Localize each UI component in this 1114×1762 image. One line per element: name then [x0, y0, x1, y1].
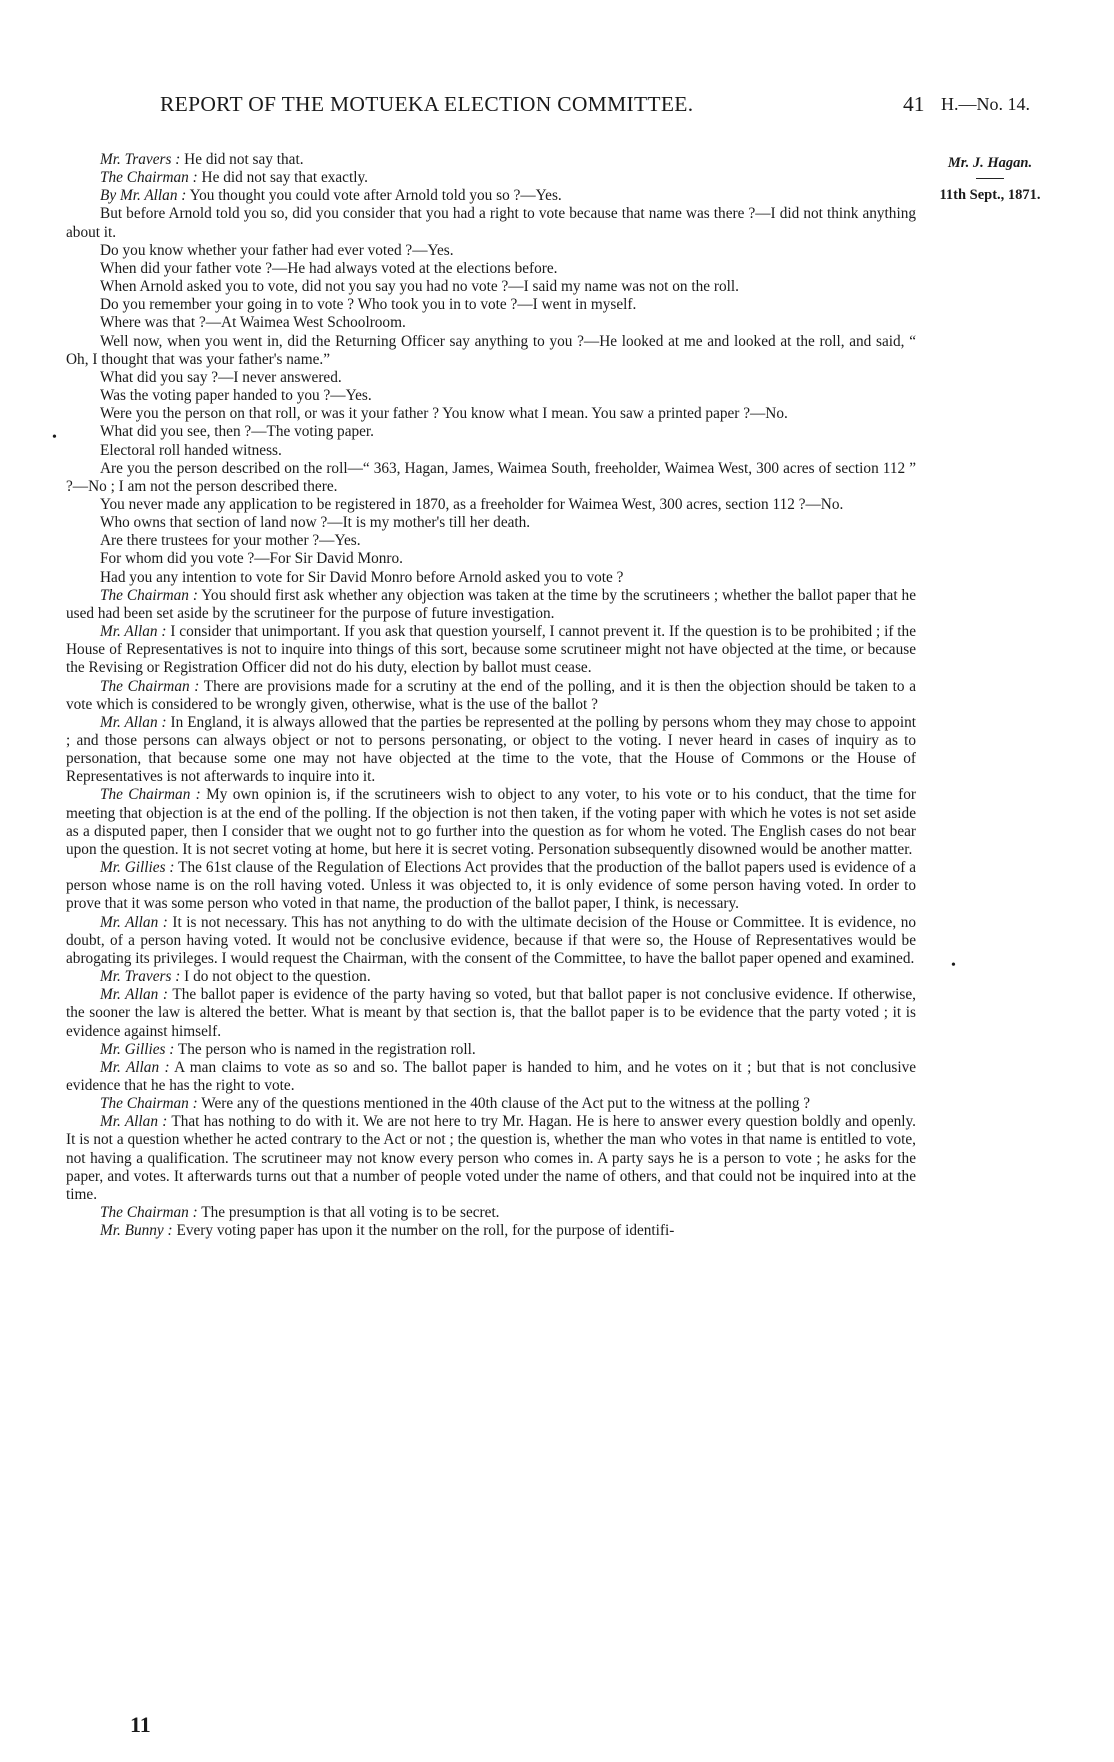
paragraph — [66, 369, 916, 387]
speaker-label: The Chairman : — [100, 786, 201, 804]
paragraph — [66, 296, 916, 314]
paragraph-text: Who owns that section of land now ?—It is my mother's till her death. — [100, 514, 531, 532]
signature-mark: 11 — [130, 1712, 151, 1737]
paragraph — [66, 460, 916, 496]
paragraph-text: Were any of the questions mentioned in the 40th clause of the Act put to the witness at the polling ? — [197, 1095, 811, 1113]
paragraph-text: A man claims to vote as so and so. The ballot paper is handed to him, and he votes on it ; but that is not conclusive evidence that he has the right to vote. — [66, 1058, 917, 1094]
paragraph-text: Are there trustees for your mother ?—Yes. — [100, 532, 361, 550]
paragraph-text: Had you any intention to vote for Sir David Monro before Arnold asked you to vote ? — [100, 568, 624, 586]
speaker-label: Mr. Travers : — [100, 968, 181, 986]
paragraph — [66, 968, 916, 986]
paragraph-text: Do you know whether your father had ever voted ?—Yes. — [100, 241, 454, 259]
paragraph — [66, 678, 916, 714]
paragraph — [66, 187, 916, 205]
paragraph — [66, 514, 916, 532]
paragraph-text: The person who is named in the registration roll. — [174, 1040, 476, 1058]
running-title: REPORT OF THE MOTUEKA ELECTION COMMITTEE. — [160, 92, 694, 116]
paragraph — [66, 169, 916, 187]
paragraph — [66, 278, 916, 296]
paragraph — [66, 587, 916, 623]
paragraph-text: When Arnold asked you to vote, did not you say you had no vote ?—I said my name was not on the roll. — [100, 278, 739, 296]
paragraph — [66, 387, 916, 405]
paragraph — [66, 1059, 916, 1095]
paper-reference: H.—No. 14. — [941, 94, 1030, 114]
paragraph — [66, 442, 916, 460]
paragraph-text: It is not necessary. This has not anything to do with the ultimate decision of the House or Committee. It is evidence, no doubt, of a person having voted. It would not be conclusive evidence, because if that were so, the House of Representatives would be abrogating its privileges. I would request the Chairman, with the consent of the Committee, to have the ballot paper opened and examined. — [66, 913, 916, 967]
paragraph-text: My own opinion is, if the scrutineers wish to object to any voter, to his vote or to his conduct, that the time for meeting that objection is at the end of the polling. If the objection is not then taken, if the voting paper with which he votes is not set aside as a disputed paper, then I consider that we ought not to go further into the question as for whom he voted. The English cases do not bear upon the question. It is not secret voting at home, but here it is secret voting. Personation subsequently disowned would be another matter. — [66, 786, 916, 858]
margin-date: 11th Sept., 1871. — [939, 187, 1041, 203]
paragraph-text: Are you the person described on the roll—“ 363, Hagan, James, Waimea South, freeholder, Waimea West, 300 acres of section 112 ” ?—No ; I am not the person described there. — [66, 459, 916, 495]
paragraph — [66, 986, 916, 1040]
paragraph — [66, 151, 916, 169]
stray-mark: • — [951, 958, 956, 973]
paragraph-text: I consider that unimportant. If you ask that question yourself, I cannot prevent it. If the question is to be prohibited ; if the House of Representatives is not to inquire into things of this sort, because some scrutineer might not have objected at the time, or because the Revising or Registration Officer did not do his duty, election by ballot must cease. — [66, 623, 916, 677]
speaker-label: The Chairman : — [100, 677, 200, 695]
paragraph-text: When did your father vote ?—He had always voted at the elections before. — [100, 259, 558, 277]
margin-note — [930, 154, 1050, 204]
speaker-label: The Chairman : — [100, 586, 199, 604]
paragraph-text: Well now, when you went in, did the Returning Officer say anything to you ?—He looked at me and looked at the roll, and said, “ Oh, I thought that was your father's name.” — [66, 332, 916, 368]
speaker-label: Mr. Allan : — [100, 623, 167, 641]
paragraph — [66, 260, 916, 278]
speaker-label: Mr. Allan : — [100, 713, 167, 731]
paragraph — [66, 1041, 916, 1059]
speaker-label: The Chairman : — [100, 1095, 198, 1113]
paragraph-text: What did you see, then ?—The voting paper. — [100, 423, 374, 441]
speaker-label: Mr. Gillies : — [100, 859, 175, 877]
speaker-label: By Mr. Allan : — [100, 187, 187, 205]
paragraph-text: But before Arnold told you so, did you consider that you had a right to vote because that name was there ?—I did not think anything about it. — [66, 205, 916, 241]
paragraph — [66, 1204, 916, 1222]
speaker-label: The Chairman : — [100, 1204, 198, 1222]
paragraph — [66, 859, 916, 913]
paragraph-text: Every voting paper has upon it the number on the roll, for the purpose of identifi- — [172, 1222, 675, 1240]
paragraph — [66, 242, 916, 260]
paragraph-text: He did not say that exactly. — [197, 169, 368, 187]
paragraph-text: You thought you could vote after Arnold told you so ?—Yes. — [186, 187, 562, 205]
running-header — [0, 92, 1114, 122]
paragraph — [66, 405, 916, 423]
margin-rule — [976, 178, 1004, 179]
margin-witness-name: Mr. J. Hagan. — [947, 155, 1033, 171]
paragraph — [66, 1095, 916, 1113]
paragraph — [66, 786, 916, 859]
paragraph-text: Electoral roll handed witness. — [100, 441, 282, 459]
stray-mark: • — [52, 430, 57, 445]
speaker-label: Mr. Travers : — [100, 151, 181, 168]
paragraph-text: You never made any application to be registered in 1870, as a freeholder for Waimea West, 300 acres, section 112 ?—No. — [100, 495, 844, 513]
speaker-label: Mr. Allan : — [100, 986, 169, 1004]
paragraph-text: You should first ask whether any objection was taken at the time by the scrutineers ; whether the ballot paper that he used had been set aside by the scrutineer for the purpose of future investigation. — [66, 586, 916, 622]
paragraph-text: The ballot paper is evidence of the party having so voted, but that ballot paper is not conclusive evidence. If otherwise, the sooner the law is altered the better. What is meant by that section is, that the ballot paper is to be evidence that the party voted ; it is evidence against himself. — [66, 986, 916, 1040]
speaker-label: Mr. Allan : — [100, 1113, 168, 1131]
paragraph-text: The presumption is that all voting is to be secret. — [197, 1204, 500, 1222]
speaker-label: Mr. Bunny : — [100, 1222, 173, 1240]
paragraph — [66, 496, 916, 514]
paragraph-text: What did you say ?—I never answered. — [100, 368, 342, 386]
page-number: 41 — [903, 92, 925, 116]
paragraph-text: The 61st clause of the Regulation of Elections Act provides that the production of the ballot papers used is evidence of a person whose name is on the roll having voted. Unless it was objected to, it is only evidence of some person having voted. In order to prove that it was some person who voted in that name, the production of the ballot paper, I think, is necessary. — [66, 859, 916, 913]
paragraph-text: That has nothing to do with it. We are not here to try Mr. Hagan. He is here to answer every question boldly and openly. It is not a question whether he acted contrary to the Act or not ; the question is, whether the man who votes in that name is entitled to vote, not having a qualification. The scrutineer may not know every person who comes in. A party says he is a person to vote ; he asks for the paper, and votes. It afterwards turns out that a number of people voted under the name of others, and that could not be inquired into at the time. — [66, 1113, 916, 1203]
paragraph-text: Where was that ?—At Waimea West Schoolroom. — [100, 314, 406, 332]
paragraph-text: Was the voting paper handed to you ?—Yes. — [100, 387, 372, 405]
paragraph — [66, 550, 916, 568]
testimony-body — [66, 151, 916, 1240]
paragraph — [66, 569, 916, 587]
paragraph — [66, 532, 916, 550]
paragraph — [66, 314, 916, 332]
speaker-label: Mr. Allan : — [100, 913, 168, 931]
speaker-label: Mr. Allan : — [100, 1058, 170, 1076]
paragraph-text: I do not object to the question. — [180, 968, 371, 986]
speaker-label: Mr. Gillies : — [100, 1040, 175, 1058]
paragraph-text: For whom did you vote ?—For Sir David Monro. — [100, 550, 403, 568]
paragraph-text: He did not say that. — [180, 151, 304, 168]
paragraph — [66, 623, 916, 677]
paragraph — [66, 205, 916, 241]
paragraph — [66, 1113, 916, 1204]
paragraph — [66, 914, 916, 968]
speaker-label: The Chairman : — [100, 169, 198, 187]
paragraph-text: In England, it is always allowed that the parties be represented at the polling by persons whom they may chose to appoint ; and those persons can always object or not to persons personating, or object to the voting. I never heard in cases of inquiry as to personation, that because some one may not have objected at the time to the vote, that the House of Commons or the House of Representatives is not afterwards to inquire into it. — [66, 713, 916, 786]
paragraph — [66, 423, 916, 441]
paragraph — [66, 714, 916, 787]
paragraph-text: Were you the person on that roll, or was it your father ? You know what I mean. You saw a printed paper ?—No. — [100, 405, 788, 423]
paragraph-text: There are provisions made for a scrutiny at the end of the polling, and it is then the objection should be taken to a vote which is considered to be wrongly given, otherwise, what is the use of the ballot ? — [66, 677, 916, 713]
paragraph — [66, 1222, 916, 1240]
paragraph — [66, 333, 916, 369]
paragraph-text: Do you remember your going in to vote ? Who took you in to vote ?—I went in myself. — [100, 296, 637, 314]
